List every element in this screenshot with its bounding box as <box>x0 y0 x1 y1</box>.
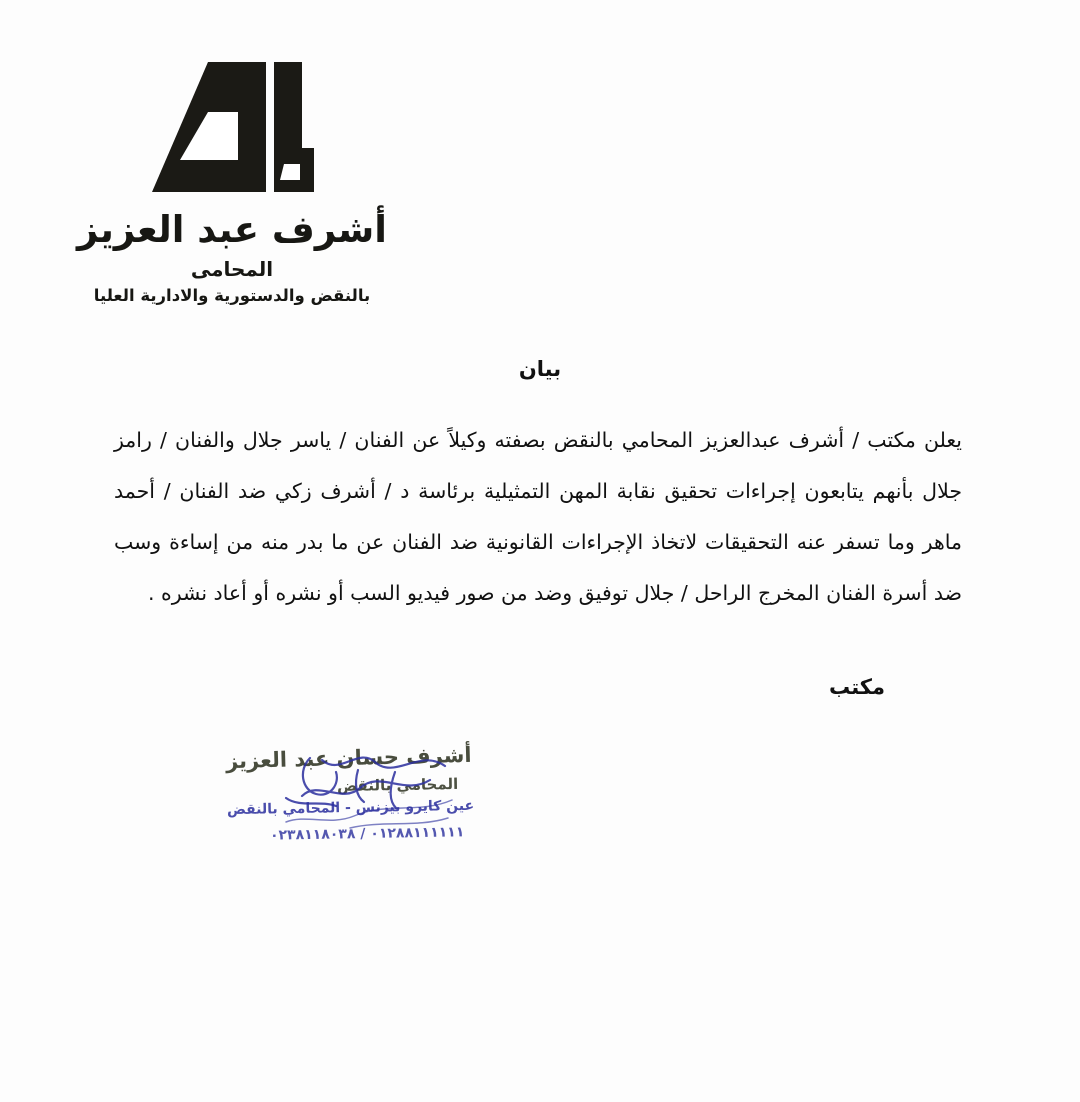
firm-name: أشرف عبد العزيز <box>77 208 387 251</box>
firm-courts: بالنقض والدستورية والادارية العليا <box>93 285 371 305</box>
signoff-label: مكتب <box>828 675 885 699</box>
page-title: بيان <box>518 357 562 381</box>
firm-logo-icon <box>142 52 322 202</box>
document-body <box>114 415 962 619</box>
stamp-phones: ٠١٢٨٨١١١١١١ / ٠٢٣٨١١٨٠٣٨ <box>269 824 465 844</box>
stamp-text-group <box>190 742 480 872</box>
letterhead <box>52 52 412 305</box>
stamp-name: أشرف حسان عبد العزيز <box>226 742 473 774</box>
stamp-subtitle: المحامي بالنقض <box>336 774 459 796</box>
firm-role: المحامى <box>190 256 274 281</box>
body-paragraph: يعلن مكتب / أشرف عبدالعزيز المحامي بالنقض بصفته وكيلاً عن الفنان / ياسر جلال والفنان / رامز جلال بأنهم يتابعون إجراءات تحقيق نقابة المهن التمثيلية برئاسة د / أشرف زكي ضد الفنان / أحمد ماهر وما تسفر عنه التحقيقات لاتخاذ الإجراءات القانونية ضد الفنان عن ما بدر منه من إساءة وسب ضد أسرة الفنان المخرج الراحل / جلال توفيق وضد من صور فيديو السب أو نشره أو أعاد نشره . <box>114 428 962 605</box>
stamp-address: عين كايرو بيزنس - المحامي بالنقض <box>226 797 475 819</box>
signature-stamp <box>190 742 480 872</box>
